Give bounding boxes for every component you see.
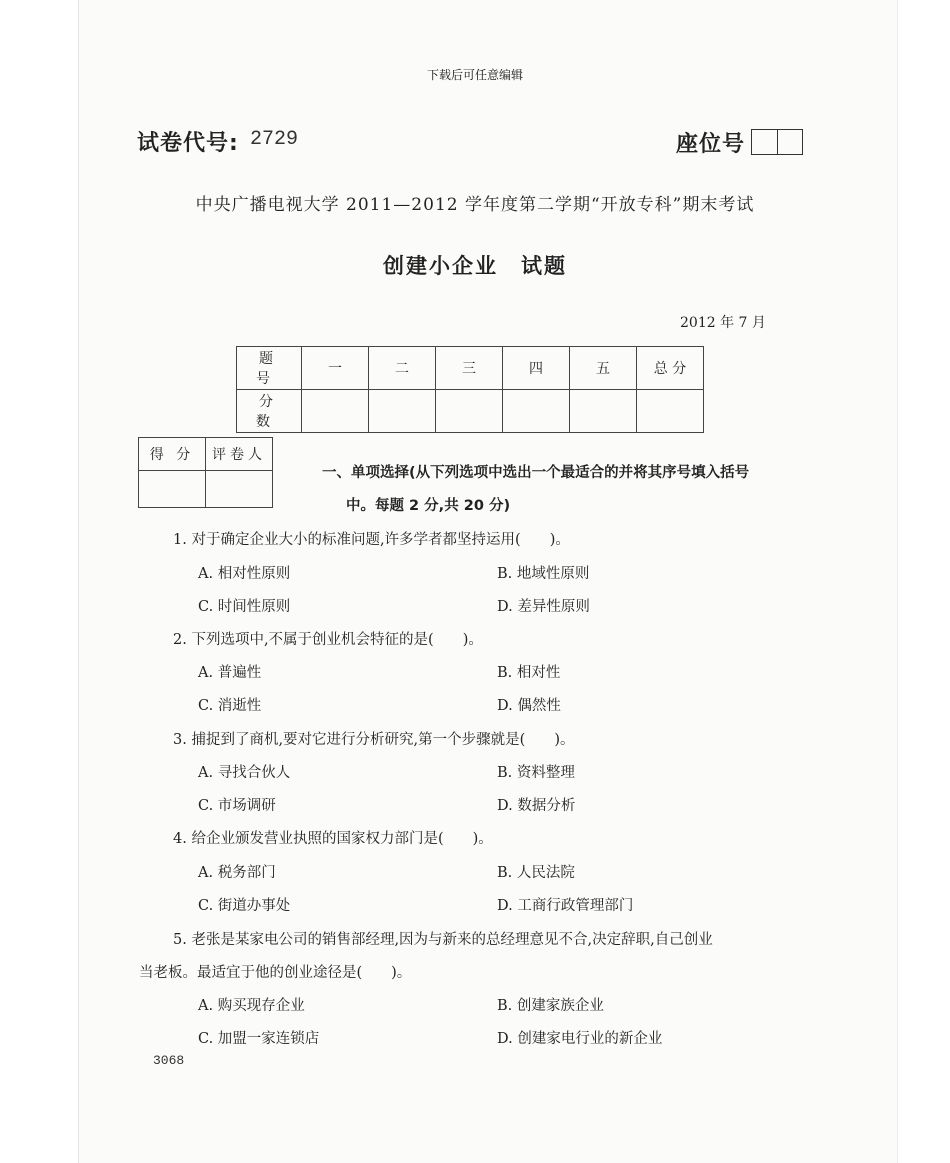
score-entry-cell[interactable]	[637, 390, 704, 433]
score-entry-cell[interactable]	[369, 390, 436, 433]
subject-title: 创建小企业 试题	[383, 254, 567, 278]
score-table-score-row	[237, 390, 704, 433]
question-2: 2. 下列选项中,不属于创业机会特征的是( )。	[173, 632, 483, 648]
exam-title: 中央广播电视大学 2011—2012 学年度第二学期“开放专科”期末考试	[195, 195, 755, 215]
question-5-option-d: D. 创建家电行业的新企业	[497, 1031, 663, 1047]
question-5-option-a: A. 购买现存企业	[198, 998, 305, 1014]
question-2-option-b: B. 相对性	[497, 665, 561, 681]
score-table-cell: 一	[302, 347, 369, 390]
grader-score-entry[interactable]	[139, 471, 206, 508]
question-1-option-a: A. 相对性原则	[198, 566, 291, 582]
score-table	[236, 346, 704, 433]
score-table-cell: 三	[436, 347, 503, 390]
score-entry-cell[interactable]	[302, 390, 369, 433]
grader-table	[138, 437, 273, 508]
question-2-option-c: C. 消逝性	[198, 698, 262, 714]
question-5: 5. 老张是某家电公司的销售部经理,因为与新来的总经理意见不合,决定辞职,自己创业	[173, 932, 713, 948]
download-banner: 下载后可任意编辑	[426, 68, 523, 82]
question-5-option-b: B. 创建家族企业	[497, 998, 604, 1014]
exam-code-value: 2729	[250, 128, 299, 151]
grader-name-label: 评卷人	[206, 438, 273, 471]
grader-name-entry[interactable]	[206, 471, 273, 508]
score-table-cell: 五	[570, 347, 637, 390]
score-table-header-row	[237, 347, 704, 390]
exam-code-label: 试卷代号:	[137, 131, 239, 156]
page-footer-code: 3068	[153, 1053, 185, 1068]
question-1-option-b: B. 地域性原则	[497, 566, 590, 582]
score-table-cell: 题 号	[237, 347, 302, 390]
question-1: 1. 对于确定企业大小的标准问题,许多学者都坚持运用( )。	[173, 532, 570, 548]
score-table-cell: 二	[369, 347, 436, 390]
question-2-option-d: D. 偶然性	[497, 698, 561, 714]
score-table-cell: 四	[503, 347, 570, 390]
question-3-option-a: A. 寻找合伙人	[198, 765, 291, 781]
question-3-option-d: D. 数据分析	[497, 798, 576, 814]
question-4-option-c: C. 街道办事处	[198, 898, 291, 914]
question-5-option-c: C. 加盟一家连锁店	[198, 1031, 320, 1047]
score-entry-cell[interactable]	[503, 390, 570, 433]
question-4-option-d: D. 工商行政管理部门	[497, 898, 634, 914]
question-4-option-a: A. 税务部门	[198, 865, 276, 881]
score-row-label: 分 数	[237, 390, 302, 433]
question-3-option-b: B. 资料整理	[497, 765, 575, 781]
question-3: 3. 捕捉到了商机,要对它进行分析研究,第一个步骤就是( )。	[173, 732, 575, 748]
grader-score-label: 得 分	[139, 438, 206, 471]
score-table-cell: 总 分	[637, 347, 704, 390]
seat-number-label: 座位号	[676, 132, 746, 157]
question-2-option-a: A. 普遍性	[198, 665, 262, 681]
question-1-option-d: D. 差异性原则	[497, 599, 590, 615]
question-3-option-c: C. 市场调研	[198, 798, 276, 814]
question-4: 4. 给企业颁发营业执照的国家权力部门是( )。	[173, 831, 493, 847]
section-title: 一、单项选择(从下列选项中选出一个最适合的并将其序号填入括号	[322, 465, 750, 481]
seat-number-box[interactable]	[751, 129, 803, 155]
question-5-continued: 当老板。最适宜于他的创业途径是( )。	[139, 965, 412, 981]
section-title-continued: 中。每题 2 分,共 20 分)	[346, 498, 511, 514]
exam-date: 2012 年 7 月	[680, 315, 766, 331]
score-entry-cell[interactable]	[570, 390, 637, 433]
question-1-option-c: C. 时间性原则	[198, 599, 291, 615]
score-entry-cell[interactable]	[436, 390, 503, 433]
question-4-option-b: B. 人民法院	[497, 865, 575, 881]
